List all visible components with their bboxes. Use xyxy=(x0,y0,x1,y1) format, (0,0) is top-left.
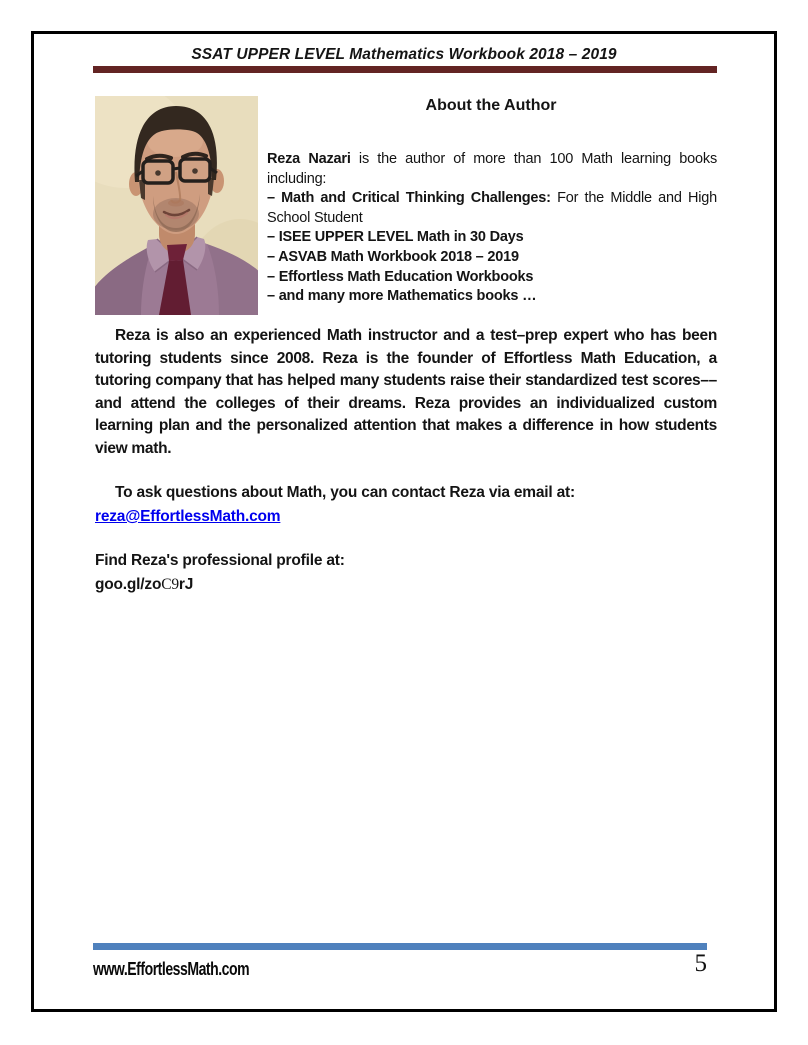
author-portrait-illustration xyxy=(95,96,258,315)
book-list-item xyxy=(267,228,717,248)
book-subtitle: For the Middle and High School Student xyxy=(267,190,717,226)
about-the-author-heading: About the Author xyxy=(425,97,557,114)
book-title: – Math and Critical Thinking Challenges: xyxy=(267,190,551,207)
book-title: – and many more Mathematics books … xyxy=(267,288,537,305)
book-list-item xyxy=(267,287,717,307)
footer-rule xyxy=(93,943,707,950)
book-title: – Effortless Math Education Workbooks xyxy=(267,268,534,285)
profile-url-part: rJ xyxy=(178,576,194,593)
author-intro xyxy=(267,150,717,189)
page-number: 5 xyxy=(694,950,707,977)
profile-url-part: C9 xyxy=(161,576,179,593)
profile-label: Find Reza's professional profile at: xyxy=(95,552,345,569)
author-photo xyxy=(95,96,258,315)
book-list-item xyxy=(267,189,717,228)
contact-instruction: To ask questions about Math, you can contact Reza via email at: xyxy=(115,484,575,501)
profile-url xyxy=(95,576,495,594)
book-title: – ISEE UPPER LEVEL Math in 30 Days xyxy=(267,229,524,246)
bio-paragraph: Reza is also an experienced Math instructor and a test–prep expert who has been tutoring students since 2008. Reza is the founder of Effortless Math Education, a tutoring company that has helped many students raise their standardized test scores––and attend the colleges of their dreams. Reza provides an individualized custom learning plan and the personalized attention that makes a difference in how students view math. xyxy=(95,327,717,457)
footer-website: www.EffortlessMath.com xyxy=(93,959,250,979)
running-header-title: SSAT UPPER LEVEL Mathematics Workbook 2018 – 2019 xyxy=(191,46,617,63)
header-rule xyxy=(93,66,717,73)
author-info-block xyxy=(267,150,717,307)
author-intro-rest: is the author of more than 100 Math learning books including: xyxy=(267,151,717,187)
author-name: Reza Nazari xyxy=(267,151,351,167)
book-list-item xyxy=(267,248,717,268)
book-title: – ASVAB Math Workbook 2018 – 2019 xyxy=(267,248,519,265)
book-list-item xyxy=(267,268,717,288)
email-link[interactable]: reza@EffortlessMath.com xyxy=(95,508,281,525)
profile-url-part: goo.gl/zo xyxy=(95,576,162,593)
